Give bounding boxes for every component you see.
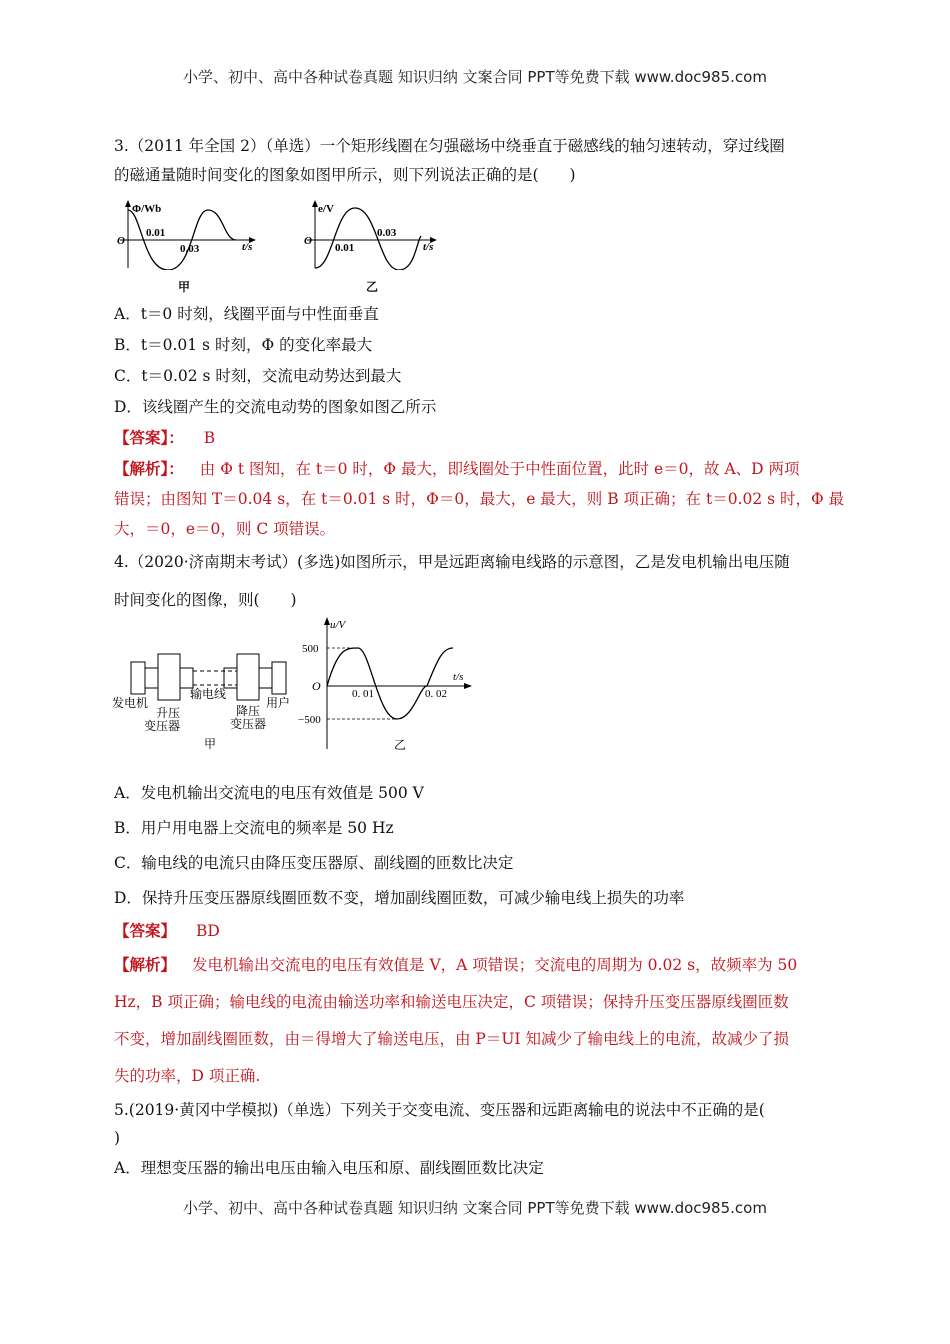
xlabel: t/s [242,241,253,253]
ymin-label: −500 [298,714,321,726]
ylabel: e/V [318,203,334,215]
q4-analysis-line4: 失的功率，D 项正确. [114,1067,261,1085]
q3-analysis-line1 [114,459,838,479]
u-curve [327,648,453,719]
q3-analysis-line2: 错误；由图知 T＝0.04 s，在 t＝0.01 s 时，Φ＝0，最大，e 最大，则 B 项正确；在 t＝0.02 s 时，Φ 最 [114,490,845,508]
label-step-down-2: 变压器 [230,717,267,731]
q4-answer [114,921,838,941]
q4-analysis-line3: 不变，增加副线圈匝数，由＝得增大了输送电压，由 P＝UI 知减少了输电线上的电流，故减少了损 [114,1030,789,1048]
q3-figure-yi [303,198,453,270]
q4-option-d: D．保持升压变压器原线圈匝数不变，增加副线圈匝数，可减少输电线上损失的功率 [114,889,685,907]
q4-answer-value: BD [196,922,220,940]
ymax-label: 500 [302,643,319,655]
tick-t2: 0.03 [180,243,200,255]
label-step-up-2: 变压器 [144,719,181,733]
q4-analysis-line1 [114,955,838,975]
label-user: 用户 [266,696,291,710]
q3-option-d: D．该线圈产生的交流电动势的图象如图乙所示 [114,398,437,416]
q3-answer-value: B [203,429,216,447]
generator-box [131,662,145,694]
q3-option-b: B．t＝0.01 s 时刻，Φ 的变化率最大 [114,336,373,354]
q3-answer [114,428,838,448]
tick-t1: 0.01 [335,242,355,254]
label-line: 输电线 [190,687,227,701]
q4-figure-jia [112,650,302,750]
q4-analysis-line2: Hz，B 项正确；输电线的电流由输送功率和输送电压决定，C 项错误；保持升压变压器原线圈匝数 [114,993,789,1011]
ylabel: Φ/Wb [132,203,162,215]
page-header: 小学、初中、高中各种试卷真题 知识归纳 文案合同 PPT等免费下载 www.doc985.com [183,68,767,86]
q3-option-a: A．t＝0 时刻，线圈平面与中性面垂直 [114,305,379,323]
label-step-up-1: 升压 [156,706,181,720]
q4-option-c: C．输电线的电流只由降压变压器原、副线圈的匝数比决定 [114,854,514,872]
label-step-down-1: 降压 [236,704,261,718]
q3-analysis-text1: 由 Φ t 图知，在 t＝0 时，Φ 最大，即线圈处于中性面位置，此时 e＝0，故 A、D 两项 [199,460,800,478]
step-up-box-primary [158,654,180,700]
e-curve [315,208,421,270]
q5-stem-line1: 5.(2019·黄冈中学模拟)（单选）下列关于交变电流、变压器和远距离输电的说法中不正确的是( [114,1101,765,1119]
q3-figure-jia-caption: 甲 [178,280,191,294]
q3-analysis-label: 【解析】： [114,459,184,478]
q4-stem-line2: 时间变化的图像，则( ) [114,591,297,609]
q4-analysis-label: 【解析】 [114,955,177,974]
q3-analysis-line3: 大，＝0，e＝0，则 C 项错误。 [114,520,336,538]
q4-analysis-text1: 发电机输出交流电的电压有效值是 V，A 项错误；交流电的周期为 0.02 s，故频率为 50 [192,956,798,974]
q3-answer-label: 【答案】： [114,428,184,447]
q4-option-a: A．发电机输出交流电的电压有效值是 500 V [114,784,424,802]
q3-stem-line2: 的磁通量随时间变化的图象如图甲所示，则下列说法正确的是( ) [114,166,576,184]
step-down-box [237,654,259,700]
tick-t2: 0.03 [377,227,397,239]
q5-option-a: A．理想变压器的输出电压由输入电压和原、副线圈匝数比决定 [114,1159,544,1177]
label-generator: 发电机 [112,696,149,710]
q4-answer-label: 【答案】 [114,921,177,940]
q3-option-c: C．t＝0.02 s 时刻，交流电动势达到最大 [114,367,402,385]
xlabel: t/s [423,241,434,253]
caption: 乙 [394,738,407,752]
origin-label: O [304,235,312,247]
q3-stem-line1: 3.（2011 年全国 2）（单选）一个矩形线圈在匀强磁场中绕垂直于磁感线的轴匀速转动，穿过线圈 [114,137,785,155]
tick-t1: 0. 01 [352,688,374,700]
user-box [272,662,286,694]
origin-label: O [312,679,321,693]
q3-figure-jia [114,198,274,270]
ylabel: u/V [330,619,346,631]
origin-label: O [117,235,125,247]
q4-figure-yi [298,613,478,755]
xlabel: t/s [453,671,464,683]
q4-stem-line1: 4.（2020·济南期末考试）(多选)如图所示，甲是远距离输电线路的示意图，乙是发电机输出电压随 [114,553,790,571]
q4-option-b: B．用户用电器上交流电的频率是 50 Hz [114,819,394,837]
q5-stem-line2: ) [114,1129,121,1147]
q3-figure-yi-caption: 乙 [366,280,379,294]
tick-t2: 0. 02 [425,688,447,700]
tick-t1: 0.01 [146,227,166,239]
caption: 甲 [204,737,217,750]
page-footer: 小学、初中、高中各种试卷真题 知识归纳 文案合同 PPT等免费下载 www.doc985.com [183,1199,767,1217]
